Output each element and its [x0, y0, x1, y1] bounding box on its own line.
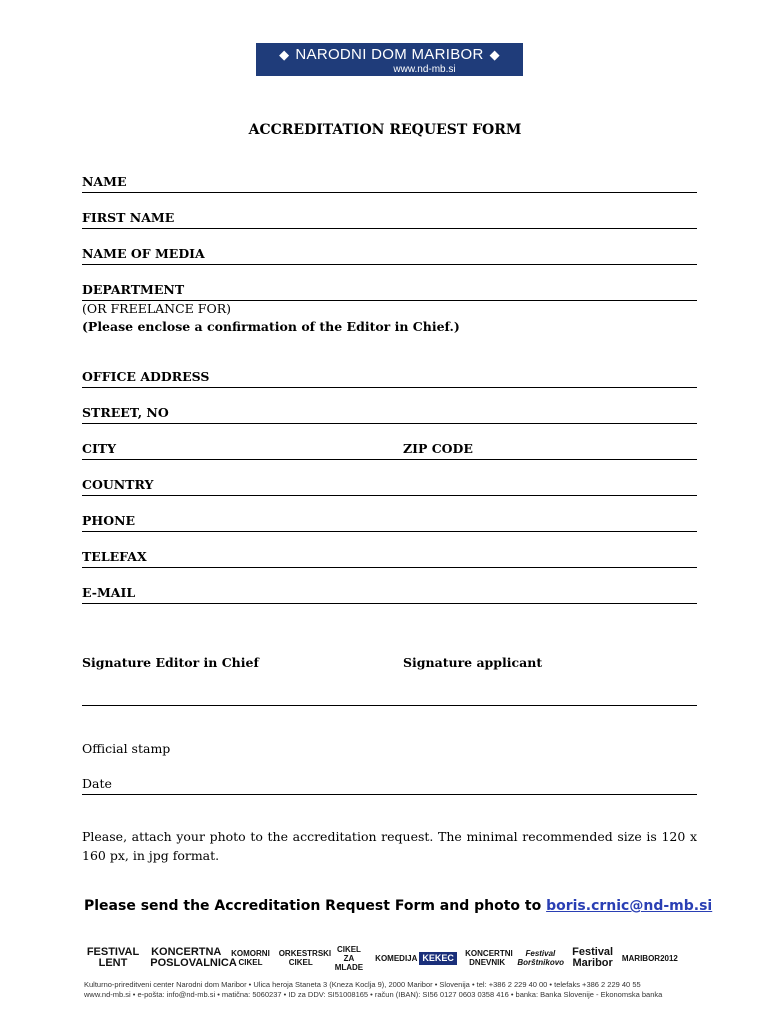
phone-label: PHONE	[82, 513, 136, 528]
sponsor-orkestrski-cikel: ORKESTRSKI CIKEL	[278, 949, 332, 967]
telefax-label: TELEFAX	[82, 549, 147, 564]
signature-line[interactable]	[82, 705, 697, 706]
signature-editor-label: Signature Editor in Chief	[82, 655, 259, 670]
email-field[interactable]	[82, 585, 697, 604]
sponsor-komedija: KOMEDIJA	[375, 953, 418, 963]
country-field[interactable]	[82, 477, 697, 496]
media-name-field[interactable]	[82, 246, 697, 265]
street-field[interactable]	[82, 405, 697, 424]
official-stamp-label: Official stamp	[82, 741, 171, 756]
photo-note: Please, attach your photo to the accreditation request. The minimal recommended size is 120 x 160 px, in jpg format.	[82, 829, 697, 863]
sponsor-festival-maribor: Festival Maribor	[572, 946, 614, 969]
email-label: E-MAIL	[82, 585, 136, 600]
sponsor-cikel-za-mlade: CIKEL ZA MLADE	[334, 944, 364, 972]
arrow-left-icon: ◆	[279, 47, 290, 62]
editor-note: (Please enclose a confirmation of the Editor in Chief.)	[82, 319, 460, 334]
date-field[interactable]	[82, 776, 697, 795]
freelance-note: (OR FREELANCE FOR)	[82, 301, 231, 316]
first-name-field[interactable]	[82, 210, 697, 229]
sponsor-koncertni-dnevnik: KONCERTNI DNEVNIK	[465, 949, 513, 967]
narodni-dom-logo	[256, 43, 523, 76]
sponsor-kekec: KEKEC	[419, 952, 457, 965]
phone-field[interactable]	[82, 513, 697, 532]
name-label: NAME	[82, 174, 127, 189]
logo-name: NARODNI DOM MARIBOR	[295, 46, 484, 63]
sponsor-logos	[84, 942, 678, 974]
footer-bank: www.nd-mb.si • e-pošta: info@nd-mb.si • matična: 5060237 • ID za DDV: SI51008165 • račun (IBAN): SI56 0127 0603 0358 416 • banka: Banka Slovenije - Ekonomska banka	[84, 990, 663, 999]
contact-email-link[interactable]: boris.crnic@nd-mb.si	[546, 898, 713, 914]
sponsor-festival-lent: FESTIVAL LENT	[86, 946, 140, 969]
sponsor-koncertna-poslovalnica: KONCERTNA POSLOVALNICA	[150, 946, 237, 969]
city-label: CITY	[82, 441, 117, 456]
telefax-field[interactable]	[82, 549, 697, 568]
department-field[interactable]	[82, 282, 697, 301]
street-label: STREET, NO	[82, 405, 169, 420]
form-title: ACCREDITATION REQUEST FORM	[248, 122, 522, 138]
department-label: DEPARTMENT	[82, 282, 185, 297]
first-name-label: FIRST NAME	[82, 210, 175, 225]
sponsor-borstnikovo: Festival Borštnikovo	[517, 949, 565, 967]
send-text: Please send the Accreditation Request Form and photo to	[84, 898, 542, 914]
name-field[interactable]	[82, 174, 697, 193]
office-address-label: OFFICE ADDRESS	[82, 369, 210, 384]
media-name-label: NAME OF MEDIA	[82, 246, 205, 261]
send-instructions	[84, 898, 712, 914]
country-label: COUNTRY	[82, 477, 154, 492]
sponsor-maribor2012: MARIBOR2012	[621, 953, 678, 963]
office-address-field[interactable]	[82, 369, 697, 388]
city-zip-field[interactable]	[82, 441, 697, 460]
logo-url: www.nd-mb.si	[393, 64, 456, 75]
signature-applicant-label: Signature applicant	[403, 655, 543, 670]
footer-info	[84, 980, 674, 1000]
arrow-right-icon: ◆	[489, 47, 500, 62]
date-label: Date	[82, 776, 112, 791]
zip-label: ZIP CODE	[403, 441, 473, 456]
sponsor-komorni-cikel: KOMORNI CIKEL	[231, 949, 270, 967]
footer-address: Kulturno-prireditveni center Narodni dom Maribor • Ulica heroja Staneta 3 (Kneza Koclja 9), 2000 Maribor • Slovenija • tel: +386 2 229 40 00 • telefaks +386 2 229 40 55	[84, 980, 641, 989]
